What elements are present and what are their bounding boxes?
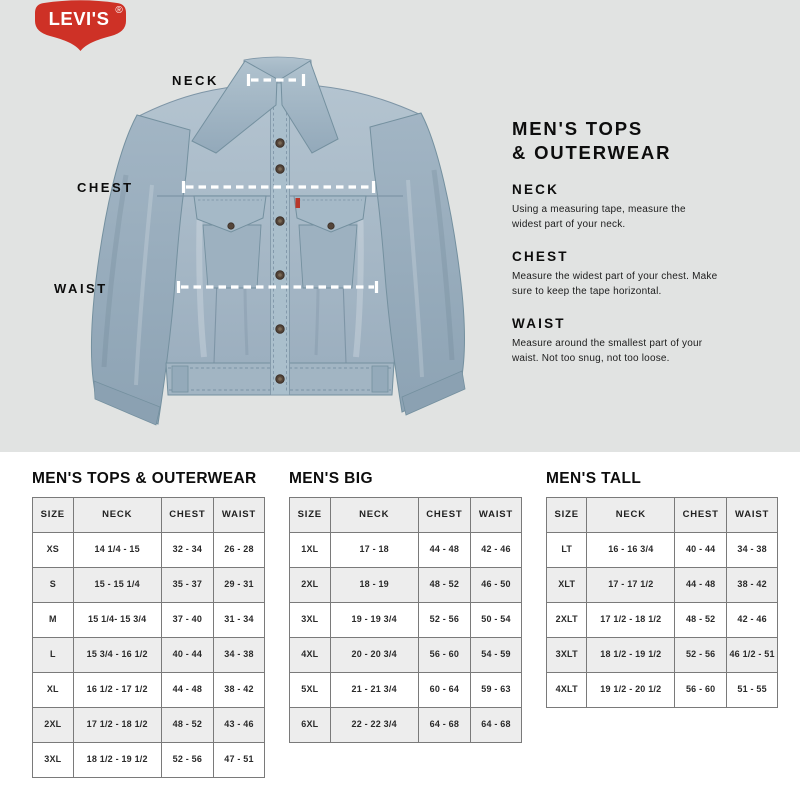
table-cell: 51 - 55 [727, 673, 778, 708]
table-cell: 64 - 68 [470, 708, 521, 743]
size-table-mens-tops-outerwear [32, 470, 265, 778]
table-row [33, 673, 265, 708]
table-cell: 48 - 52 [675, 603, 727, 638]
table-row [290, 568, 522, 603]
table-cell: S [33, 568, 74, 603]
info-text-line: waist. Not too snug, not too loose. [512, 352, 670, 364]
table-cell: 38 - 42 [213, 673, 264, 708]
table-cell: 21 - 21 3/4 [330, 673, 418, 708]
table-cell: 64 - 68 [418, 708, 470, 743]
table-cell: M [33, 603, 74, 638]
red-tab [296, 198, 301, 208]
table-cell: 34 - 38 [213, 638, 264, 673]
table-cell: 48 - 52 [418, 568, 470, 603]
size-chart-table [289, 497, 522, 743]
table-cell: 5XL [290, 673, 331, 708]
table-cell: 29 - 31 [213, 568, 264, 603]
table-cell: 22 - 22 3/4 [330, 708, 418, 743]
table-cell: 18 1/2 - 19 1/2 [73, 743, 161, 778]
size-tables-section [0, 452, 800, 800]
table-cell: 1XL [290, 533, 331, 568]
levis-wordmark: LEVI'S [48, 8, 110, 29]
table-cell: 31 - 34 [213, 603, 264, 638]
info-text-line: Measure around the smallest part of your [512, 338, 703, 350]
column-header: WAIST [470, 498, 521, 533]
info-title-line1: MEN'S TOPS [512, 118, 644, 139]
table-cell: 38 - 42 [727, 568, 778, 603]
table-header-row [290, 498, 522, 533]
info-section-neck [512, 182, 770, 232]
column-header: CHEST [418, 498, 470, 533]
table-cell: 15 1/4- 15 3/4 [73, 603, 161, 638]
table-cell: 15 - 15 1/4 [73, 568, 161, 603]
column-header: SIZE [547, 498, 587, 533]
table-row [33, 743, 265, 778]
info-title-line2: & OUTERWEAR [512, 142, 672, 164]
column-header: NECK [587, 498, 675, 533]
table-cell: 3XL [33, 743, 74, 778]
table-cell: 56 - 60 [675, 673, 727, 708]
table-cell: 16 - 16 3/4 [587, 533, 675, 568]
table-cell: 42 - 46 [470, 533, 521, 568]
table-cell: 17 - 17 1/2 [587, 568, 675, 603]
table-cell: 18 1/2 - 19 1/2 [587, 638, 675, 673]
table-cell: 60 - 64 [418, 673, 470, 708]
table-cell: 34 - 38 [727, 533, 778, 568]
table-cell: 17 1/2 - 18 1/2 [587, 603, 675, 638]
info-title [512, 117, 770, 165]
table-title: MEN'S BIG [289, 470, 373, 487]
table-cell: 18 - 19 [330, 568, 418, 603]
table-cell: 6XL [290, 708, 331, 743]
column-header: NECK [73, 498, 161, 533]
denim-jacket-illustration [40, 55, 480, 455]
column-header: NECK [330, 498, 418, 533]
table-cell: L [33, 638, 74, 673]
table-row [547, 568, 778, 603]
table-cell: 48 - 52 [161, 708, 213, 743]
table-cell: 15 3/4 - 16 1/2 [73, 638, 161, 673]
info-section-waist [512, 316, 770, 366]
table-cell: 44 - 48 [675, 568, 727, 603]
table-cell: 2XL [290, 568, 331, 603]
table-row [290, 673, 522, 708]
column-header: SIZE [33, 498, 74, 533]
table-row [547, 673, 778, 708]
table-cell: 52 - 56 [161, 743, 213, 778]
neck-label: NECK [172, 73, 219, 88]
table-header-row [33, 498, 265, 533]
chest-label: CHEST [77, 180, 134, 195]
info-text-line: sure to keep the tape horizontal. [512, 285, 662, 297]
table-cell: LT [547, 533, 587, 568]
column-header: SIZE [290, 498, 331, 533]
table-row [33, 568, 265, 603]
table-cell: 17 - 18 [330, 533, 418, 568]
table-cell: 37 - 40 [161, 603, 213, 638]
table-cell: 14 1/4 - 15 [73, 533, 161, 568]
table-row [33, 708, 265, 743]
table-cell: XLT [547, 568, 587, 603]
table-row [547, 603, 778, 638]
levis-logo [35, 0, 126, 52]
info-heading: CHEST [512, 249, 569, 265]
jacket-placket [271, 83, 290, 395]
table-row [290, 708, 522, 743]
info-heading: NECK [512, 182, 560, 198]
table-row [290, 638, 522, 673]
table-title: MEN'S TOPS & OUTERWEAR [32, 470, 257, 487]
info-heading: WAIST [512, 316, 566, 332]
table-cell: 42 - 46 [727, 603, 778, 638]
table-cell: XS [33, 533, 74, 568]
table-cell: 17 1/2 - 18 1/2 [73, 708, 161, 743]
table-row [547, 638, 778, 673]
table-cell: 40 - 44 [675, 533, 727, 568]
table-cell: 26 - 28 [213, 533, 264, 568]
table-cell: 47 - 51 [213, 743, 264, 778]
table-header-row [547, 498, 778, 533]
table-title: MEN'S TALL [546, 470, 642, 487]
table-row [33, 533, 265, 568]
table-cell: 46 - 50 [470, 568, 521, 603]
size-chart-table [32, 497, 265, 778]
table-cell: 35 - 37 [161, 568, 213, 603]
table-cell: 4XL [290, 638, 331, 673]
column-header: CHEST [675, 498, 727, 533]
table-cell: 3XL [290, 603, 331, 638]
table-cell: 43 - 46 [213, 708, 264, 743]
column-header: WAIST [213, 498, 264, 533]
table-row [290, 603, 522, 638]
table-cell: XL [33, 673, 74, 708]
size-chart-table [546, 497, 778, 708]
table-cell: 44 - 48 [418, 533, 470, 568]
waist-label: WAIST [54, 281, 108, 296]
table-cell: 16 1/2 - 17 1/2 [73, 673, 161, 708]
column-header: CHEST [161, 498, 213, 533]
table-cell: 19 1/2 - 20 1/2 [587, 673, 675, 708]
table-cell: 2XL [33, 708, 74, 743]
table-cell: 54 - 59 [470, 638, 521, 673]
info-text-line: Measure the widest part of your chest. Make [512, 271, 718, 283]
table-row [290, 533, 522, 568]
table-cell: 32 - 34 [161, 533, 213, 568]
table-cell: 50 - 54 [470, 603, 521, 638]
table-cell: 40 - 44 [161, 638, 213, 673]
info-text-line: widest part of your neck. [512, 218, 626, 230]
table-cell: 52 - 56 [418, 603, 470, 638]
table-cell: 59 - 63 [470, 673, 521, 708]
table-cell: 44 - 48 [161, 673, 213, 708]
table-cell: 46 1/2 - 51 [727, 638, 778, 673]
column-header: WAIST [727, 498, 778, 533]
info-text-line: Using a measuring tape, measure the [512, 204, 686, 216]
measuring-info-panel [512, 117, 770, 366]
size-table-mens-tall [546, 470, 778, 708]
table-cell: 2XLT [547, 603, 587, 638]
table-row [33, 603, 265, 638]
table-cell: 4XLT [547, 673, 587, 708]
table-cell: 3XLT [547, 638, 587, 673]
info-section-chest [512, 249, 770, 299]
size-table-mens-big [289, 470, 522, 743]
table-cell: 20 - 20 3/4 [330, 638, 418, 673]
table-row [547, 533, 778, 568]
table-cell: 56 - 60 [418, 638, 470, 673]
registered-mark: ® [115, 5, 123, 16]
table-cell: 52 - 56 [675, 638, 727, 673]
table-row [33, 638, 265, 673]
table-cell: 19 - 19 3/4 [330, 603, 418, 638]
